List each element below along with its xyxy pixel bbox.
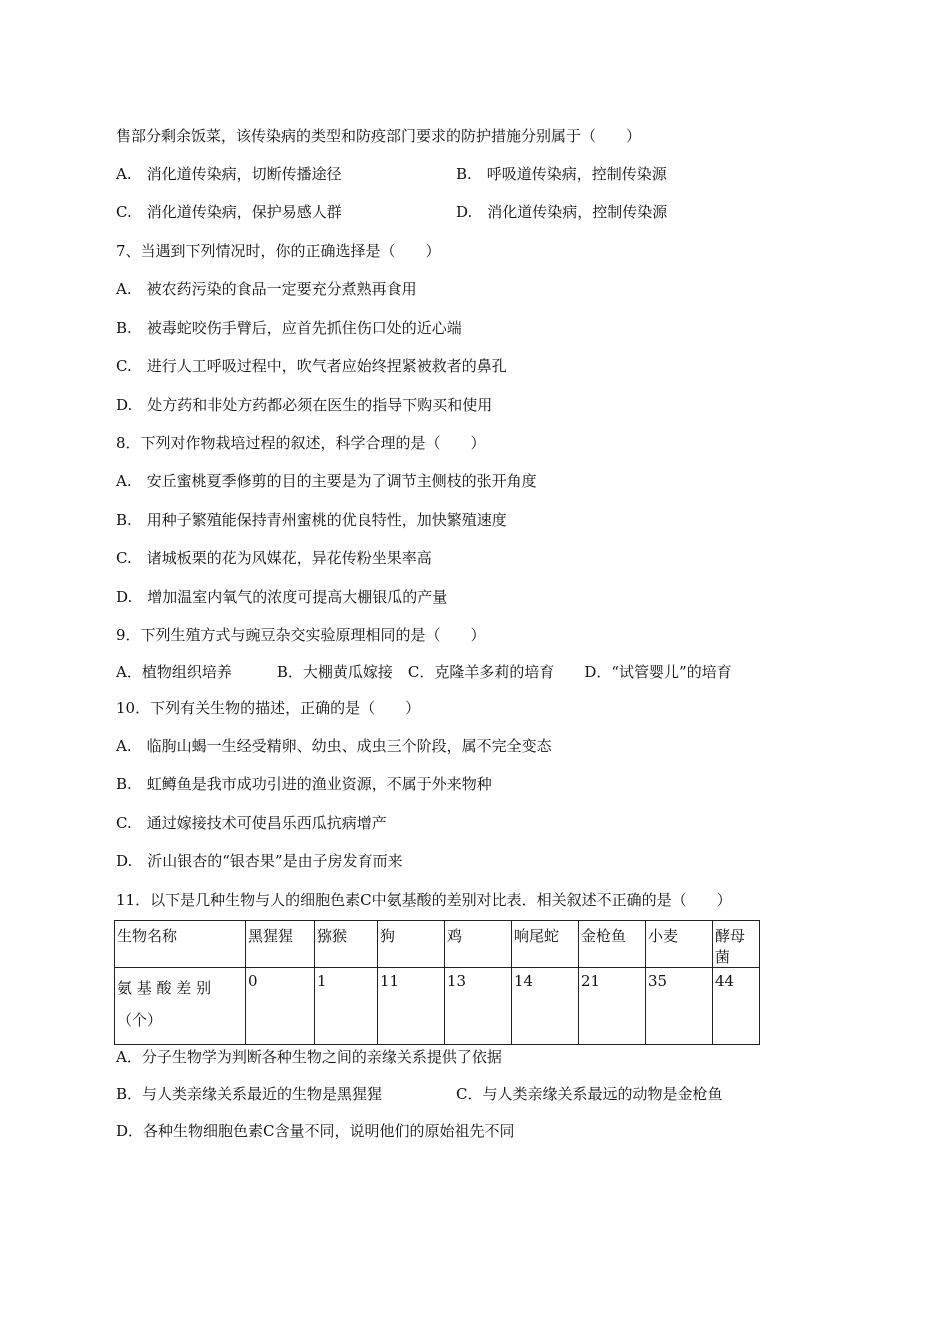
q11-option-b: B．与人类亲缘关系最近的生物是黑猩猩 [116,1085,383,1103]
q6-option-b: B. 呼吸道传染病，控制传染源 [456,165,667,183]
table-header-cell: 生物名称 [115,921,246,968]
q11-stem: 11．以下是几种生物与人的细胞色素C中氨基酸的差别对比表．相关叙述不正确的是（ ） [116,891,732,909]
q7-stem: 7、当遇到下列情况时，你的正确选择是（ ） [116,242,441,260]
table-header-cell: 小麦 [646,921,713,968]
table-cell: 11 [378,968,445,1045]
table-cell: 21 [579,968,646,1045]
q11-option-c: C．与人类亲缘关系最远的动物是金枪鱼 [456,1085,723,1103]
table-cell: 35 [646,968,713,1045]
table-row-label [115,968,246,1045]
q11-option-d: D．各种生物细胞色素C含量不同，说明他们的原始祖先不同 [116,1122,515,1140]
table-header-cell: 猕猴 [315,921,378,968]
q8-option-d: D. 增加温室内氧气的浓度可提高大棚银瓜的产量 [116,588,448,606]
q11-option-a: A．分子生物学为判断各种生物之间的亲缘关系提供了依据 [116,1048,502,1066]
amino-acid-difference-table [114,920,760,1045]
table-header-row [115,921,760,968]
q10-stem: 10．下列有关生物的描述，正确的是（ ） [116,699,421,717]
q6-option-a: A. 消化道传染病，切断传播途径 [116,165,342,183]
table-cell: 0 [246,968,315,1045]
q6-stem-tail: 售部分剩余饭菜，该传染病的类型和防疫部门要求的防护措施分别属于（ ） [116,127,642,145]
table-cell: 44 [713,968,760,1045]
q8-stem: 8．下列对作物栽培过程的叙述，科学合理的是（ ） [116,434,486,452]
q7-option-b: B. 被毒蛇咬伤手臂后，应首先抓住伤口处的近心端 [116,319,462,337]
q6-option-d: D. 消化道传染病，控制传染源 [456,203,668,221]
q9-options: A．植物组织培养 B．大棚黄瓜嫁接 C．克隆羊多莉的培育 D．“试管婴儿”的培育 [116,663,732,681]
q8-option-c: C. 诸城板栗的花为风媒花，异花传粉坐果率高 [116,549,432,567]
q10-option-c: C. 通过嫁接技术可使昌乐西瓜抗病增产 [116,814,387,832]
q10-option-b: B. 虹鳟鱼是我市成功引进的渔业资源，不属于外来物种 [116,775,492,793]
table-cell: 14 [512,968,579,1045]
q6-option-c: C. 消化道传染病，保护易感人群 [116,203,342,221]
table-header-cell: 响尾蛇 [512,921,579,968]
row-label-line-2: （个） [117,1011,163,1029]
q10-option-d: D. 沂山银杏的“银杏果”是由子房发育而来 [116,852,403,870]
table-header-cell: 鸡 [445,921,512,968]
q8-option-b: B. 用种子繁殖能保持青州蜜桃的优良特性，加快繁殖速度 [116,511,507,529]
row-label-line-1: 氨 基 酸 差 别 [117,979,212,997]
q9-stem: 9．下列生殖方式与豌豆杂交实验原理相同的是（ ） [116,626,486,644]
table-row [115,968,760,1045]
q10-option-a: A. 临朐山蝎一生经受精卵、幼虫、成虫三个阶段，属不完全变态 [116,737,552,755]
table-header-cell: 黑猩猩 [246,921,315,968]
q7-option-c: C. 进行人工呼吸过程中，吹气者应始终捏紧被救者的鼻孔 [116,357,507,375]
q7-option-d: D. 处方药和非处方药都必须在医生的指导下购买和使用 [116,396,493,414]
table-cell: 13 [445,968,512,1045]
q8-option-a: A. 安丘蜜桃夏季修剪的目的主要是为了调节主侧枝的张开角度 [116,472,537,490]
table-header-cell: 狗 [378,921,445,968]
table-header-cell: 金枪鱼 [579,921,646,968]
table-cell: 1 [315,968,378,1045]
table-header-cell: 酵母菌 [713,921,760,968]
q7-option-a: A. 被农药污染的食品一定要充分煮熟再食用 [116,280,417,298]
